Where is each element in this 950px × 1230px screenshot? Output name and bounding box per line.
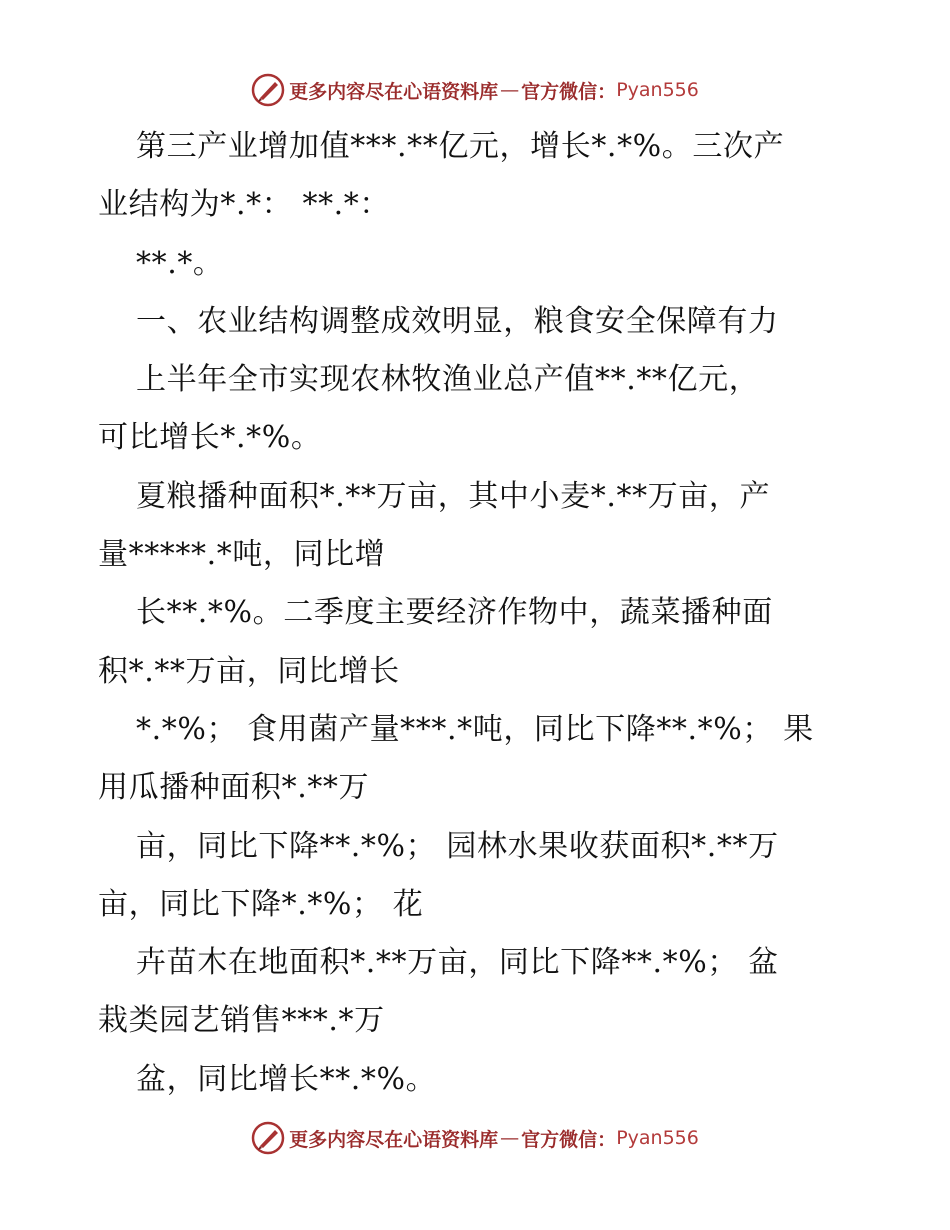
banner-wechat-label: 官方微信： bbox=[521, 1128, 617, 1151]
text-line: 业结构为*.*： **.*： bbox=[98, 187, 391, 223]
banner-wechat-label: 官方微信： bbox=[521, 80, 617, 103]
banner-separator: — bbox=[500, 79, 520, 101]
text-line: 用瓜播种面积*.**万 bbox=[98, 770, 370, 806]
text-line: *.*%； 食用菌产量***.*吨，同比下降**.*%； 果 bbox=[136, 711, 814, 747]
text-line: 上半年全市实现农林牧渔业总产值**.**亿元， bbox=[136, 362, 760, 398]
text-line: 亩，同比下降**.*%； 园林水果收获面积*.**万 bbox=[136, 828, 779, 864]
document-body bbox=[98, 118, 858, 1109]
banner-wechat-id: Pyan556 bbox=[616, 79, 699, 101]
text-line: 第三产业增加值***.**亿元，增长*.*%。三次产 bbox=[136, 129, 785, 164]
text-line: **.*。 bbox=[136, 245, 224, 281]
text-line: 积*.**万亩，同比增长 bbox=[98, 653, 400, 689]
text-line: 夏粮播种面积*.**万亩，其中小麦*.**万亩，产 bbox=[136, 478, 771, 514]
banner-separator: — bbox=[500, 1127, 520, 1149]
text-line: 量*****.*吨，同比增 bbox=[98, 537, 386, 573]
banner-text: 更多内容尽在心语资料库 bbox=[289, 80, 499, 103]
text-line: 一、农业结构调整成效明显，粮食安全保障有力 bbox=[136, 303, 779, 339]
quill-logo-icon bbox=[251, 73, 285, 107]
text-line: 可比增长*.*%。 bbox=[98, 420, 322, 456]
text-line: 长**.*%。二季度主要经济作物中，蔬菜播种面 bbox=[136, 595, 773, 631]
text-line: 盆，同比增长**.*%。 bbox=[136, 1061, 437, 1097]
banner-text: 更多内容尽在心语资料库 bbox=[289, 1128, 499, 1151]
banner-wechat-id: Pyan556 bbox=[616, 1127, 699, 1149]
text-line: 卉苗木在地面积*.**万亩，同比下降**.*%； 盆 bbox=[136, 945, 779, 981]
quill-logo-icon bbox=[251, 1121, 285, 1155]
text-line: 栽类园艺销售***.*万 bbox=[98, 1003, 385, 1039]
header-watermark bbox=[0, 70, 950, 110]
footer-watermark bbox=[0, 1118, 950, 1158]
text-line: 亩，同比下降*.*%； 花 bbox=[98, 886, 424, 922]
